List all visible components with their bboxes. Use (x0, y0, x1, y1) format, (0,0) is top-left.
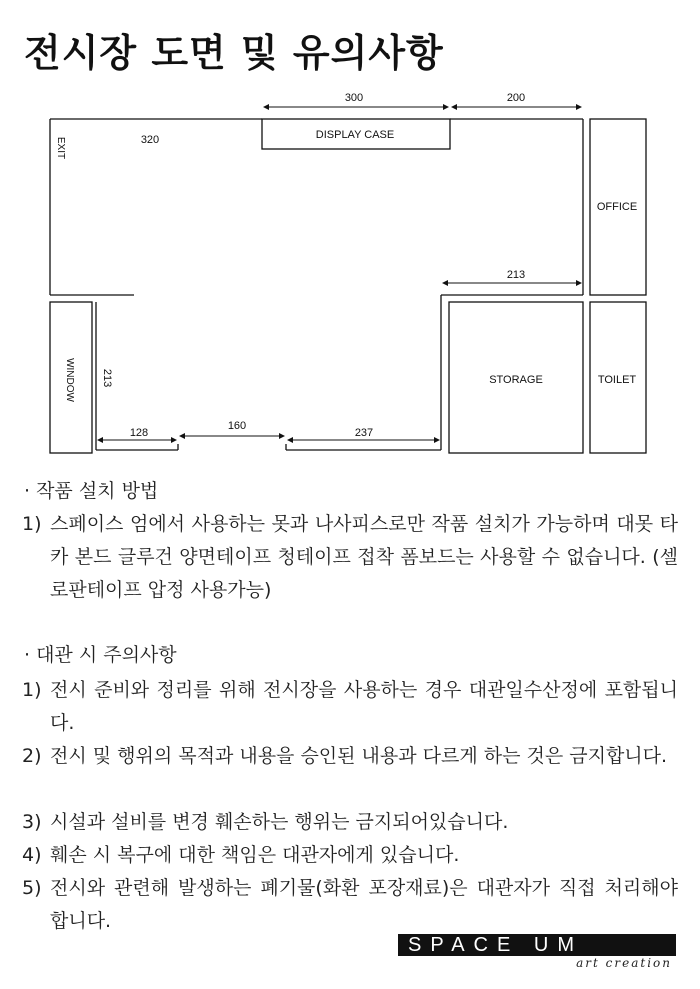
label-exit: EXIT (55, 136, 66, 160)
label-office: OFFICE (596, 201, 638, 213)
dim-bottom-right: 237 (354, 427, 374, 439)
list-item (22, 872, 678, 938)
dim-bottom-door: 160 (227, 420, 247, 432)
list-item (22, 674, 678, 740)
section-heading-install: · 작품 설치 방법 (24, 480, 159, 502)
item-number: 4) (22, 844, 42, 866)
dim-storage-top: 213 (506, 269, 526, 281)
floor-plan (0, 0, 700, 470)
item-text: 전시 및 행위의 목적과 내용을 승인된 내용과 다르게 하는 것은 금지합니다. (50, 745, 668, 767)
dim-office-side: 200 (506, 92, 526, 104)
item-text: 스페이스 엄에서 사용하는 못과 나사피스로만 작품 설치가 가능하며 대못 타카 본드 글루건 양면테이프 청테이프 접착 폼보드는 사용할 수 없습니다. (셀로판테이프 압정 사용가능) (50, 513, 678, 601)
dim-bottom-left: 128 (129, 427, 149, 439)
label-display-case: DISPLAY CASE (315, 129, 395, 141)
page-title: 전시장 도면 및 유의사항 (24, 31, 444, 75)
item-number: 2) (22, 745, 42, 767)
logo-name: SPACE UM (398, 934, 676, 956)
item-number: 1) (22, 679, 42, 701)
dim-display-case: 300 (344, 92, 364, 104)
label-window: WINDOW (64, 358, 75, 402)
list-item (22, 740, 678, 773)
item-text: 시설과 설비를 변경 훼손하는 행위는 금지되어있습니다. (50, 811, 509, 833)
item-text: 훼손 시 복구에 대한 책임은 대관자에게 있습니다. (50, 844, 460, 866)
list-item (22, 806, 678, 839)
space-um-logo (398, 934, 676, 970)
label-toilet: TOILET (597, 374, 637, 386)
item-text: 전시 준비와 정리를 위해 전시장을 사용하는 경우 대관일수산정에 포함됩니다. (50, 679, 678, 734)
plan-walls (50, 119, 646, 453)
dim-exit-wall: 320 (140, 134, 160, 146)
item-text: 전시와 관련해 발생하는 폐기물(화환 포장재료)은 대관자가 직접 처리해야 합니다. (50, 877, 678, 932)
item-number: 1) (22, 513, 42, 535)
item-number: 3) (22, 811, 42, 833)
list-item (22, 508, 678, 607)
label-storage: STORAGE (489, 374, 543, 386)
section-heading-rental: · 대관 시 주의사항 (24, 644, 177, 666)
item-number: 5) (22, 877, 42, 899)
dim-window-wall: 213 (101, 368, 113, 388)
logo-subtitle: art creation (576, 956, 672, 970)
list-item (22, 839, 678, 872)
